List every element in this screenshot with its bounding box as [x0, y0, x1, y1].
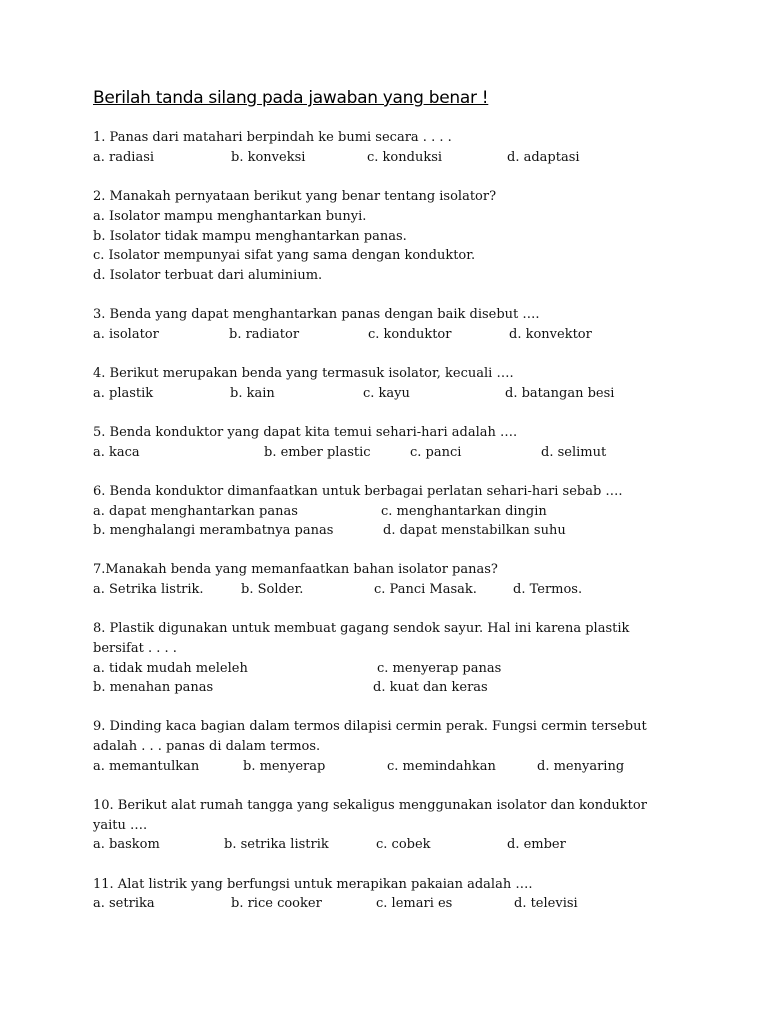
- q4-option-d: d. batangan besi: [505, 386, 615, 401]
- q6-option-a: a. dapat menghantarkan panas: [93, 504, 298, 519]
- question-9-text-line-2: adalah . . . panas di dalam termos.: [93, 739, 321, 754]
- worksheet-instruction: Berilah tanda silang pada jawaban yang benar !: [93, 88, 489, 108]
- q10-option-d: d. ember: [507, 837, 566, 852]
- q2-option-c: c. Isolator mempunyai sifat yang sama dengan konduktor.: [93, 248, 476, 263]
- question-7-text: 7.Manakah benda yang memanfaatkan bahan isolator panas?: [93, 562, 498, 577]
- q9-option-c: c. memindahkan: [387, 759, 496, 774]
- question-11-text: 11. Alat listrik yang berfungsi untuk merapikan pakaian adalah ….: [93, 877, 533, 892]
- q2-option-a: a. Isolator mampu menghantarkan bunyi.: [93, 209, 367, 224]
- question-10-text-line-2: yaitu ….: [93, 818, 148, 833]
- q6-option-c: c. menghantarkan dingin: [381, 504, 547, 519]
- q3-option-b: b. radiator: [229, 327, 300, 342]
- q10-option-a: a. baskom: [93, 837, 160, 852]
- q4-option-a: a. plastik: [93, 386, 154, 401]
- question-8-text-line-1: 8. Plastik digunakan untuk membuat gagang sendok sayur. Hal ini karena plastik: [93, 621, 630, 636]
- q7-option-c: c. Panci Masak.: [374, 582, 477, 597]
- q7-option-d: d. Termos.: [513, 582, 583, 597]
- q11-option-d: d. televisi: [514, 896, 578, 911]
- q3-option-c: c. konduktor: [368, 327, 452, 342]
- q4-option-c: c. kayu: [363, 386, 410, 401]
- question-8-text-line-2: bersifat . . . .: [93, 641, 177, 656]
- q5-option-a: a. kaca: [93, 445, 140, 460]
- question-10-text-line-1: 10. Berikut alat rumah tangga yang sekaligus menggunakan isolator dan konduktor: [93, 798, 647, 813]
- q8-option-b: b. menahan panas: [93, 680, 214, 695]
- q9-option-b: b. menyerap: [243, 759, 326, 774]
- q8-option-a: a. tidak mudah meleleh: [93, 661, 248, 676]
- q8-option-d: d. kuat dan keras: [373, 680, 488, 695]
- question-1-text: 1. Panas dari matahari berpindah ke bumi secara . . . .: [93, 130, 452, 145]
- question-9-text-line-1: 9. Dinding kaca bagian dalam termos dilapisi cermin perak. Fungsi cermin tersebut: [93, 719, 647, 734]
- q11-option-a: a. setrika: [93, 896, 155, 911]
- q1-option-b: b. konveksi: [231, 150, 306, 165]
- q5-option-c: c. panci: [410, 445, 462, 460]
- q2-option-d: d. Isolator terbuat dari aluminium.: [93, 268, 323, 283]
- question-4-text: 4. Berikut merupakan benda yang termasuk isolator, kecuali ….: [93, 366, 514, 381]
- q9-option-a: a. memantulkan: [93, 759, 200, 774]
- question-6-text: 6. Benda konduktor dimanfaatkan untuk berbagai perlatan sehari-hari sebab ….: [93, 484, 623, 499]
- q11-option-b: b. rice cooker: [231, 896, 322, 911]
- question-3-text: 3. Benda yang dapat menghantarkan panas dengan baik disebut ….: [93, 307, 540, 322]
- q4-option-b: b. kain: [230, 386, 275, 401]
- q5-option-b: b. ember plastic: [264, 445, 371, 460]
- q10-option-b: b. setrika listrik: [224, 837, 329, 852]
- q1-option-c: c. konduksi: [367, 150, 443, 165]
- q3-option-a: a. isolator: [93, 327, 159, 342]
- q1-option-d: d. adaptasi: [507, 150, 580, 165]
- question-2-text: 2. Manakah pernyataan berikut yang benar tentang isolator?: [93, 189, 497, 204]
- q5-option-d: d. selimut: [541, 445, 607, 460]
- question-5-text: 5. Benda konduktor yang dapat kita temui sehari-hari adalah ….: [93, 425, 518, 440]
- q6-option-d: d. dapat menstabilkan suhu: [383, 523, 566, 538]
- q6-option-b: b. menghalangi merambatnya panas: [93, 523, 334, 538]
- q9-option-d: d. menyaring: [537, 759, 625, 774]
- q10-option-c: c. cobek: [376, 837, 431, 852]
- q3-option-d: d. konvektor: [509, 327, 592, 342]
- q1-option-a: a. radiasi: [93, 150, 155, 165]
- q8-option-c: c. menyerap panas: [377, 661, 502, 676]
- q2-option-b: b. Isolator tidak mampu menghantarkan panas.: [93, 229, 407, 244]
- q7-option-b: b. Solder.: [241, 582, 304, 597]
- q11-option-c: c. lemari es: [376, 896, 453, 911]
- q7-option-a: a. Setrika listrik.: [93, 582, 204, 597]
